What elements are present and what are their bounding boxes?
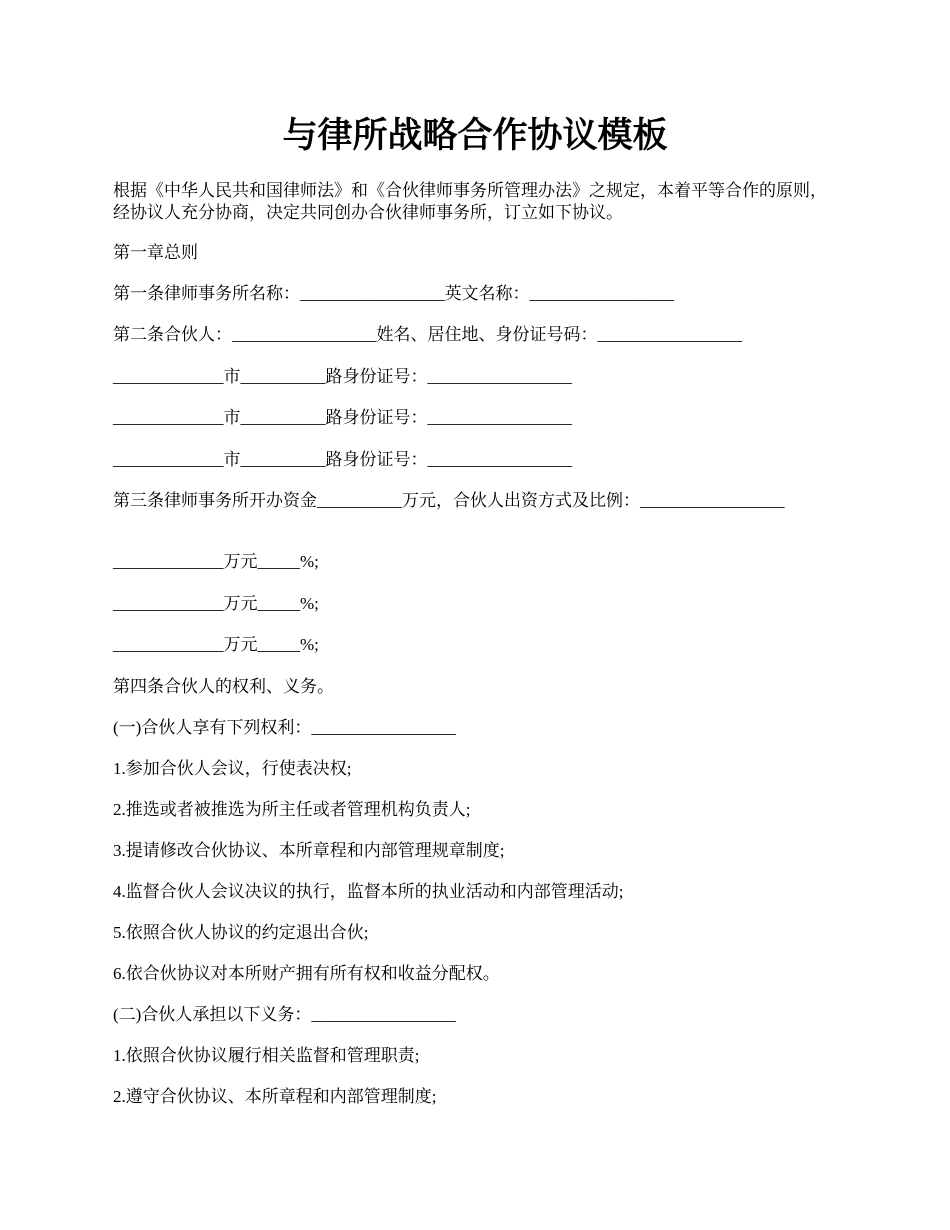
rights-item-4: 4.监督合伙人会议决议的执行，监督本所的执业活动和内部管理活动; (113, 882, 624, 901)
rights-item-6: 6.依合伙协议对本所财产拥有所有权和收益分配权。 (113, 964, 500, 983)
rights-item-2: 2.推选或者被推选为所主任或者管理机构负责人; (113, 800, 471, 819)
capital-line-3: _____________万元_____%; (113, 635, 319, 654)
rights-heading: (一)合伙人享有下列权利：_________________ (113, 718, 456, 737)
article-4: 第四条合伙人的权利、义务。 (113, 677, 334, 696)
duties-item-2: 2.遵守合伙协议、本所章程和内部管理制度; (113, 1087, 437, 1106)
partner-id-line-2: _____________市__________路身份证号：_________________ (113, 408, 572, 427)
chapter-heading: 第一章总则 (113, 243, 198, 262)
rights-item-1: 1.参加合伙人会议，行使表决权; (113, 759, 352, 778)
rights-item-5: 5.依照合伙人协议的约定退出合伙; (113, 923, 369, 942)
capital-line-2: _____________万元_____%; (113, 594, 319, 613)
capital-line-1: _____________万元_____%; (113, 552, 319, 571)
partner-id-line-1: _____________市__________路身份证号：_________________ (113, 367, 572, 386)
duties-heading: (二)合伙人承担以下义务：_________________ (113, 1005, 456, 1024)
article-3: 第三条律师事务所开办资金__________万元，合伙人出资方式及比例：_________________ (113, 491, 785, 510)
intro-paragraph: 根据《中华人民共和国律师法》和《合伙律师事务所管理办法》之规定，本着平等合作的原则，经协议人充分协商，决定共同创办合伙律师事务所，订立如下协议。 (113, 181, 827, 222)
partner-id-line-3: _____________市__________路身份证号：_________________ (113, 450, 572, 469)
rights-item-3: 3.提请修改合伙协议、本所章程和内部管理规章制度; (113, 841, 505, 860)
document-title: 与律所战略合作协议模板 (282, 116, 668, 155)
article-1: 第一条律师事务所名称：_________________英文名称：_________________ (113, 284, 674, 303)
article-2: 第二条合伙人：_________________姓名、居住地、身份证号码：_________________ (113, 325, 742, 344)
duties-item-1: 1.依照合伙协议履行相关监督和管理职责; (113, 1046, 420, 1065)
